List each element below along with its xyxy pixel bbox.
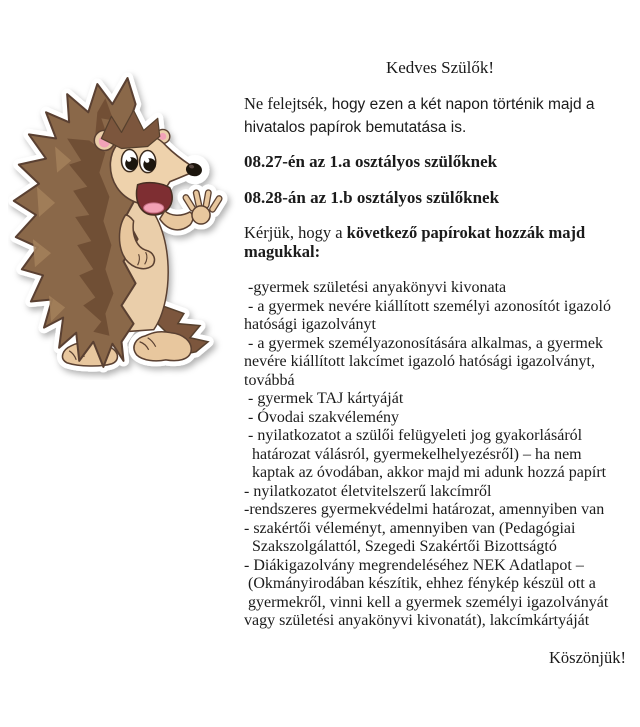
list-item: gyermekről, vinni kell a gyermek személyi igazolványát — [244, 593, 609, 611]
list-item: Szakszolgálattól, Szegedi Szakértői Bizottságtó — [244, 538, 557, 555]
mouth — [136, 183, 172, 215]
list-item: nevére kiállított lakcímet igazoló hatósági igazolványt, — [244, 353, 595, 370]
list-item: - Diákigazolvány megrendeléséhez NEK Adatlapot – — [244, 556, 584, 574]
intro-sans-text: hogy ezen a két napon történik majd a — [327, 96, 595, 113]
list-item: - nyilatkozatot életvitelszerű lakcímről — [244, 482, 492, 500]
request-bold-text-2: magukkal: — [244, 242, 321, 261]
request-normal-text: Kérjük, hogy a — [244, 223, 347, 242]
date-line-1a: 08.27-én az 1.a osztályos szülőknek — [244, 152, 498, 171]
list-item: - gyermek TAJ kártyáját — [244, 390, 404, 407]
tongue — [144, 203, 164, 213]
list-item: hatósági igazolványt — [244, 316, 376, 333]
intro-line-2: hivatalos papírok bemutatása is. — [244, 118, 467, 136]
request-bold-text: következő papírokat hozzák majd — [346, 223, 586, 242]
list-item: határozat válásról, gyermekelhelyezésről) – ha nem — [244, 445, 582, 463]
palm — [192, 206, 210, 224]
right-foot — [134, 332, 191, 361]
intro-paragraph — [244, 93, 636, 139]
list-item: - a gyermek nevére kiállított személyi azonosítót igazoló — [244, 297, 611, 315]
spiky-body — [14, 78, 138, 367]
list-item: - a gyermek személyazonosítására alkalmas, a gyermek — [244, 334, 603, 352]
hedgehog-sticker-image — [8, 68, 236, 380]
document-list — [244, 279, 636, 631]
request-paragraph — [244, 223, 636, 261]
list-item: vagy születési anyakönyvi kivonatát), lakcímkártyáját — [244, 612, 590, 629]
list-item: - szakértői véleményt, amennyiben van (Pedagógiai — [244, 519, 576, 537]
intro-serif-text: Ne felejtsék, — [244, 94, 328, 113]
list-item: kaptak az óvodában, akkor majd mi adunk hozzá papírt — [244, 464, 607, 481]
list-item: -gyermek születési anyakönyvi kivonata — [244, 279, 507, 296]
list-item: -rendszeres gyermekvédelmi határozat, amennyiben van — [244, 501, 605, 518]
letter-title: Kedves Szülők! — [385, 58, 495, 77]
list-item: továbbá — [244, 371, 295, 389]
date-line-1b: 08.28-án az 1.b osztályos szülőknek — [244, 188, 500, 207]
letter-text-column — [244, 0, 636, 668]
closing-text: Köszönjük! — [549, 647, 626, 667]
list-item: - Óvodai szakvélemény — [244, 408, 400, 426]
list-item: - nyilatkozatot a szülői felügyeleti jog gyakorlásáról — [244, 427, 583, 444]
list-item: (Okmányirodában készítik, ehhez fénykép készül ott a — [244, 575, 596, 592]
